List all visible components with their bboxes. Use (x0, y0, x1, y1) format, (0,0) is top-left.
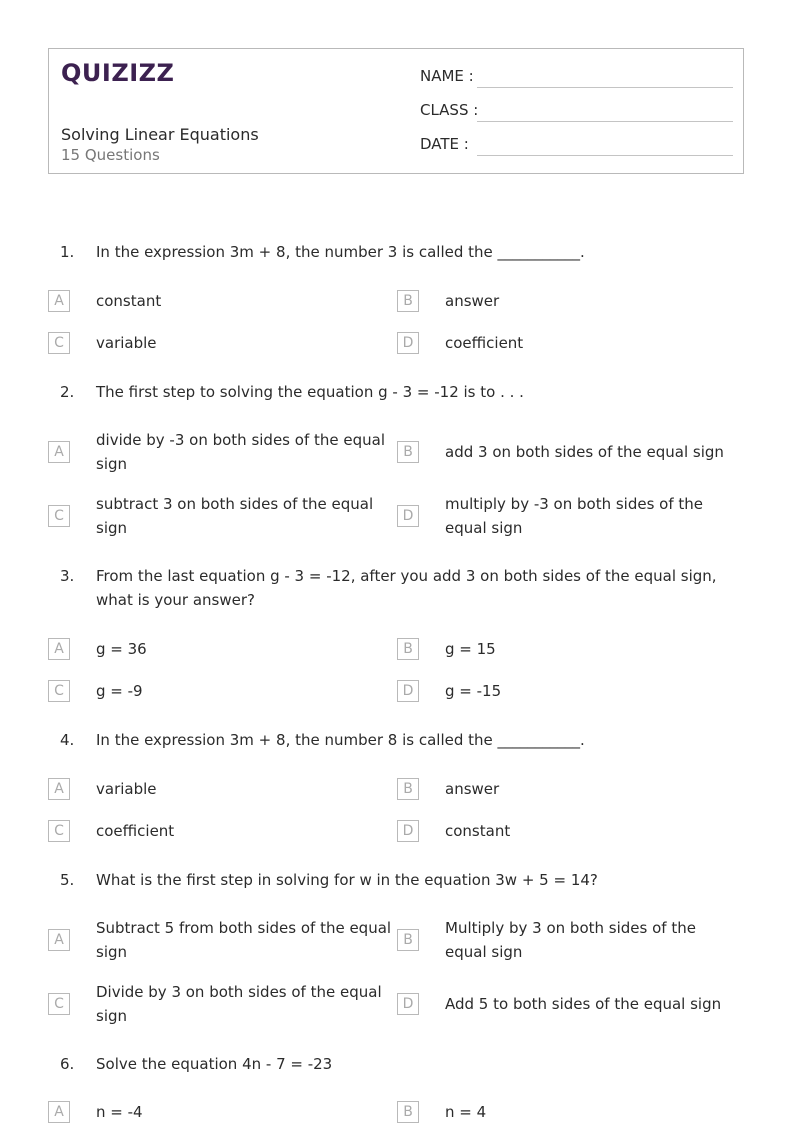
date-field (420, 135, 733, 159)
option-letter-box: A (48, 290, 70, 312)
option-text: n = -4 (96, 1103, 143, 1121)
option-text: multiply by -3 on both sides of the equal sign (445, 495, 704, 537)
option-letter-box: B (397, 1101, 419, 1123)
option-text: Multiply by 3 on both sides of the equal sign (445, 919, 696, 961)
option-letter-box: B (397, 441, 419, 463)
option-text: add 3 on both sides of the equal sign (445, 443, 724, 461)
option-text: answer (445, 292, 500, 310)
question-number: 4. (60, 731, 75, 749)
option-letter-box: B (397, 929, 419, 951)
question-text: From the last equation g - 3 = -12, after you add 3 on both sides of the equal sign, what is your answer? (96, 567, 717, 609)
option-text: subtract 3 on both sides of the equal sign (96, 495, 374, 537)
worksheet-header (48, 48, 744, 174)
quizizz-logo: QUIZIZZ (61, 59, 175, 87)
option-letter-box: D (397, 820, 419, 842)
class-label: CLASS : (420, 101, 479, 119)
option-letter-box: B (397, 290, 419, 312)
option-text: coefficient (96, 822, 175, 840)
option-letter-box: D (397, 332, 419, 354)
option-text: g = -9 (96, 682, 143, 700)
option-letter-box: C (48, 680, 70, 702)
option-letter-box: A (48, 441, 70, 463)
option-letter-box: D (397, 505, 419, 527)
question-number: 6. (60, 1055, 75, 1073)
option-letter-box: A (48, 778, 70, 800)
option-letter-box: B (397, 638, 419, 660)
option-text: constant (96, 292, 162, 310)
option-letter-box: C (48, 820, 70, 842)
option-text: answer (445, 780, 500, 798)
option-text: g = 36 (96, 640, 147, 658)
option-letter-box: D (397, 993, 419, 1015)
name-line (477, 87, 733, 88)
option-text: divide by -3 on both sides of the equal sign (96, 431, 385, 473)
question-number: 2. (60, 383, 75, 401)
question-count: 15 Questions (61, 146, 160, 164)
question-number: 1. (60, 243, 75, 261)
question-text: In the expression 3m + 8, the number 8 is called the ___________. (96, 731, 585, 749)
question-text: The first step to solving the equation g - 3 = -12 is to . . . (96, 383, 524, 401)
date-line (477, 155, 733, 156)
option-text: Add 5 to both sides of the equal sign (445, 995, 722, 1013)
option-letter-box: C (48, 993, 70, 1015)
option-text: Divide by 3 on both sides of the equal sign (96, 983, 382, 1025)
name-label: NAME : (420, 67, 474, 85)
question-text: Solve the equation 4n - 7 = -23 (96, 1055, 333, 1073)
name-field (420, 67, 733, 91)
question-text: In the expression 3m + 8, the number 3 is called the ___________. (96, 243, 585, 261)
question-text: What is the first step in solving for w in the equation 3w + 5 = 14? (96, 871, 598, 889)
date-label: DATE : (420, 135, 469, 153)
option-text: coefficient (445, 334, 524, 352)
option-letter-box: D (397, 680, 419, 702)
option-text: variable (96, 334, 157, 352)
option-text: constant (445, 822, 511, 840)
option-letter-box: A (48, 929, 70, 951)
class-field (420, 101, 733, 125)
question-number: 3. (60, 567, 75, 585)
option-text: Subtract 5 from both sides of the equal sign (96, 919, 392, 961)
option-text: n = 4 (445, 1103, 487, 1121)
option-letter-box: A (48, 638, 70, 660)
option-text: g = -15 (445, 682, 502, 700)
worksheet-title: Solving Linear Equations (61, 125, 259, 144)
option-text: variable (96, 780, 157, 798)
option-letter-box: C (48, 505, 70, 527)
question-number: 5. (60, 871, 75, 889)
option-letter-box: C (48, 332, 70, 354)
option-letter-box: A (48, 1101, 70, 1123)
option-text: g = 15 (445, 640, 496, 658)
option-letter-box: B (397, 778, 419, 800)
class-line (477, 121, 733, 122)
